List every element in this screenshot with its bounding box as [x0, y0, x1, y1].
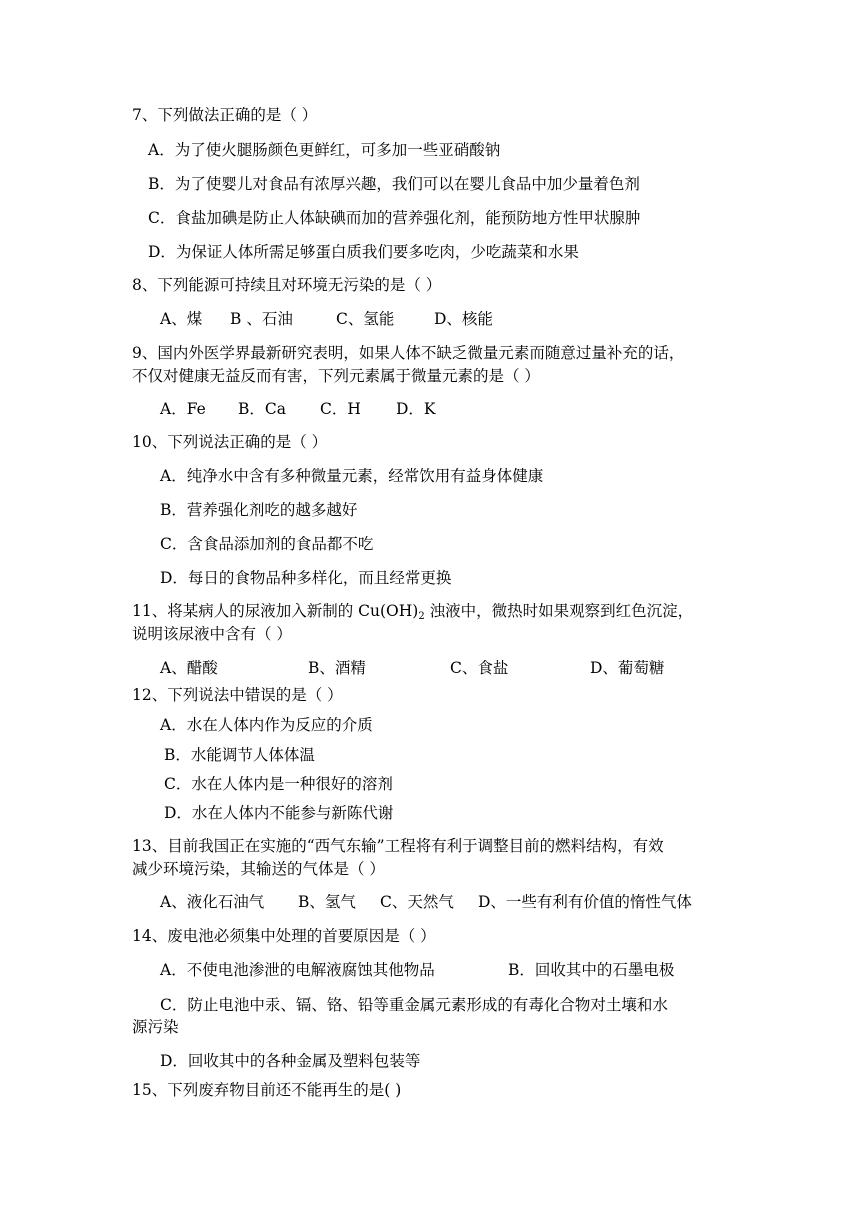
- question-11-option-b: B、酒精: [308, 659, 366, 677]
- question-9-stem-line-2: 不仅对健康无益反而有害，下列元素属于微量元素的是（ ）: [132, 367, 540, 385]
- question-13-option-d: D、一些有利有价值的惰性气体: [478, 893, 692, 911]
- question-12-option-b: B．水能调节人体体温: [164, 746, 315, 764]
- question-9-stem-line-1: 9、国内外医学界最新研究表明，如果人体不缺乏微量元素而随意过量补充的话，: [132, 344, 685, 362]
- question-13-stem-line-1: 13、目前我国正在实施的“西气东输”工程将有利于调整目前的燃料结构，有效: [132, 837, 664, 855]
- question-11-stem-post: 浊液中，微热时如果观察到红色沉淀，: [424, 602, 694, 620]
- question-10-option-a: A．纯净水中含有多种微量元素，经常饮用有益身体健康: [160, 467, 544, 485]
- question-8-option-b: B 、石油: [230, 310, 293, 328]
- question-7-option-a: A．为了使火腿肠颜色更鲜红，可多加一些亚硝酸钠: [148, 141, 501, 159]
- question-12-option-a: A．水在人体内作为反应的介质: [160, 716, 373, 734]
- question-9-option-c: C．H: [320, 400, 361, 418]
- question-11-option-c: C、食盐: [450, 659, 509, 677]
- question-11-stem-pre: 11、将某病人的尿液加入新制的 Cu(OH): [132, 602, 419, 620]
- question-10-option-b: B．营养强化剂吃的越多越好: [160, 501, 358, 519]
- question-12-stem: 12、下列说法中错误的是（ ）: [132, 686, 343, 704]
- question-14-option-c-line-1: C．防止电池中汞、镉、铬、铅等重金属元素形成的有毒化合物对土壤和水: [160, 996, 668, 1014]
- question-11-stem-line-1: [132, 601, 693, 621]
- question-10-option-d: D．每日的食物品种多样化，而且经常更换: [160, 569, 452, 587]
- question-12-option-c: C．水在人体内是一种很好的溶剂: [164, 775, 393, 793]
- question-7-option-b: B．为了使婴儿对食品有浓厚兴趣，我们可以在婴儿食品中加少量着色剂: [148, 175, 640, 193]
- question-11-option-d: D、葡萄糖: [590, 659, 665, 677]
- question-7-stem: 7、下列做法正确的是（ ）: [132, 106, 318, 124]
- question-14-option-c-line-2: 源污染: [132, 1018, 179, 1036]
- question-14-option-b: B．回收其中的石墨电极: [508, 961, 675, 979]
- question-14-stem: 14、废电池必须集中处理的首要原因是（ ）: [132, 927, 436, 945]
- question-13-stem-line-2: 减少环境污染，其输送的气体是（ ）: [132, 860, 385, 878]
- question-13-option-c: C、天然气: [380, 893, 454, 911]
- question-8-option-c: C、氢能: [336, 310, 395, 328]
- question-9-option-b: B．Ca: [238, 400, 286, 418]
- question-13-option-a: A、液化石油气: [160, 893, 265, 911]
- question-9-option-a: A．Fe: [160, 400, 206, 418]
- question-15-stem: 15、下列废弃物目前还不能再生的是( ): [132, 1081, 402, 1099]
- question-10-stem: 10、下列说法正确的是（ ）: [132, 433, 328, 451]
- question-11-option-a: A、醋酸: [160, 659, 218, 677]
- question-7-option-c: C．食盐加碘是防止人体缺碘而加的营养强化剂，能预防地方性甲状腺肿: [148, 209, 641, 227]
- question-7-option-d: D．为保证人体所需足够蛋白质我们要多吃肉，少吃蔬菜和水果: [148, 243, 579, 261]
- question-11-stem-line-2: 说明该尿液中含有（ ）: [132, 625, 292, 643]
- question-10-option-c: C．含食品添加剂的食品都不吃: [160, 535, 374, 553]
- question-11-subscript: 2: [418, 611, 425, 622]
- question-9-option-d: D．K: [396, 400, 436, 418]
- question-8-stem: 8、下列能源可持续且对环境无污染的是（ ）: [132, 276, 442, 294]
- question-8-option-a: A、煤: [160, 310, 203, 328]
- question-14-option-d: D．回收其中的各种金属及塑料包装等: [160, 1052, 421, 1070]
- question-13-option-b: B、氢气: [298, 893, 356, 911]
- question-14-option-a: A．不使电池渗泄的电解液腐蚀其他物品: [160, 961, 435, 979]
- question-8-option-d: D、核能: [434, 310, 493, 328]
- question-12-option-d: D．水在人体内不能参与新陈代谢: [164, 804, 394, 822]
